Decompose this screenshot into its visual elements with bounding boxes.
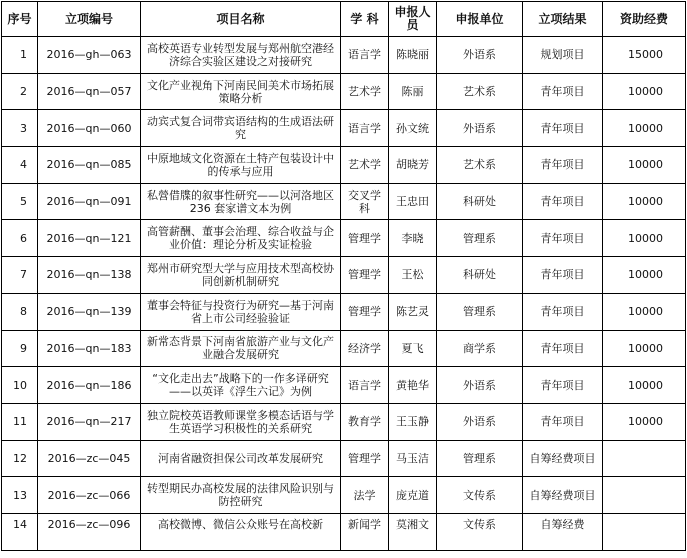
approval-result-cell: 青年项目 — [523, 330, 603, 367]
project-name-cell: 新常态背景下河南省旅游产业与文化产业融合发展研究 — [141, 330, 341, 367]
subject-cell: 教育学 — [341, 403, 389, 440]
funding-cell: 10000 — [603, 220, 686, 257]
table-row — [2, 403, 686, 440]
project-name-cell: “文化走出去”战略下的一作多译研究——以英译《浮生六记》为例 — [141, 367, 341, 404]
department-cell: 文传系 — [437, 513, 523, 550]
project-code-cell: 2016—qn—085 — [38, 147, 141, 184]
subject-cell: 管理学 — [341, 220, 389, 257]
department-cell: 管理系 — [437, 293, 523, 330]
applicant-cell: 庞克道 — [389, 477, 437, 514]
project-code-cell: 2016—zc—096 — [38, 513, 141, 550]
subject-cell: 管理学 — [341, 293, 389, 330]
row-number-cell: 1 — [2, 37, 38, 74]
project-name-cell: 董事会特征与投资行为研究—基于河南省上市公司经验验证 — [141, 293, 341, 330]
funding-cell: 10000 — [603, 403, 686, 440]
project-name-cell: 私營借牒的叙事性研究——以河洛地区 236 套家谱文本为例 — [141, 183, 341, 220]
row-number-cell: 6 — [2, 220, 38, 257]
department-cell: 管理系 — [437, 220, 523, 257]
approval-result-cell: 青年项目 — [523, 257, 603, 294]
row-number-cell: 8 — [2, 293, 38, 330]
applicant-cell: 王松 — [389, 257, 437, 294]
table-row — [2, 330, 686, 367]
department-cell: 艺术系 — [437, 147, 523, 184]
row-number-cell: 11 — [2, 403, 38, 440]
approval-result-cell: 青年项目 — [523, 220, 603, 257]
header-name: 项目名称 — [141, 2, 341, 37]
subject-cell: 管理学 — [341, 440, 389, 477]
row-number-cell: 14 — [2, 513, 38, 550]
approval-result-cell: 青年项目 — [523, 403, 603, 440]
approval-result-cell: 规划项目 — [523, 37, 603, 74]
subject-cell: 经济学 — [341, 330, 389, 367]
approval-result-cell: 青年项目 — [523, 293, 603, 330]
row-number-cell: 5 — [2, 183, 38, 220]
applicant-cell: 马玉洁 — [389, 440, 437, 477]
funding-cell: 10000 — [603, 183, 686, 220]
applicant-cell: 王玉静 — [389, 403, 437, 440]
project-name-cell: 郑州市研究型大学与应用技术型高校协同创新机制研究 — [141, 257, 341, 294]
project-code-cell: 2016—gh—063 — [38, 37, 141, 74]
project-code-cell: 2016—zc—066 — [38, 477, 141, 514]
header-code: 立项编号 — [38, 2, 141, 37]
approval-result-cell: 自筹经费 — [523, 513, 603, 550]
table-row — [2, 257, 686, 294]
project-code-cell: 2016—qn—057 — [38, 73, 141, 110]
table-row — [2, 183, 686, 220]
subject-cell: 新闻学 — [341, 513, 389, 550]
project-code-cell: 2016—qn—138 — [38, 257, 141, 294]
table-row — [2, 440, 686, 477]
approval-result-cell: 青年项目 — [523, 367, 603, 404]
row-number-cell: 2 — [2, 73, 38, 110]
project-name-cell: 河南省融资担保公司改革发展研究 — [141, 440, 341, 477]
project-code-cell: 2016—qn—183 — [38, 330, 141, 367]
row-number-cell: 12 — [2, 440, 38, 477]
header-unit: 申报单位 — [437, 2, 523, 37]
applicant-cell: 陈艺灵 — [389, 293, 437, 330]
project-code-cell: 2016—qn—060 — [38, 110, 141, 147]
funding-cell: 10000 — [603, 293, 686, 330]
project-name-cell: 转型期民办高校发展的法律风险识别与防控研究 — [141, 477, 341, 514]
approval-result-cell: 自筹经费项目 — [523, 440, 603, 477]
header-no: 序号 — [2, 2, 38, 37]
subject-cell: 管理学 — [341, 257, 389, 294]
project-name-cell: 高管薪酬、董事会治理、综合收益与企业价值：理论分析及实证检验 — [141, 220, 341, 257]
funding-cell — [603, 513, 686, 550]
project-name-cell: 独立院校英语教师课堂多模态话语与学生英语学习积极性的关系研究 — [141, 403, 341, 440]
project-name-cell: 文化产业视角下河南民间美术市场拓展策略分析 — [141, 73, 341, 110]
subject-cell: 交叉学科 — [341, 183, 389, 220]
project-name-cell: 高校微博、微信公众账号在高校新 — [141, 513, 341, 550]
row-number-cell: 7 — [2, 257, 38, 294]
header-row — [2, 2, 686, 37]
subject-cell: 语言学 — [341, 367, 389, 404]
subject-cell: 艺术学 — [341, 147, 389, 184]
table-row — [2, 293, 686, 330]
funding-cell — [603, 477, 686, 514]
applicant-cell: 莫湘文 — [389, 513, 437, 550]
funding-cell: 10000 — [603, 147, 686, 184]
header-subject: 学 科 — [341, 2, 389, 37]
table-row — [2, 477, 686, 514]
department-cell: 艺术系 — [437, 73, 523, 110]
funding-cell: 15000 — [603, 37, 686, 74]
approval-result-cell: 自筹经费项目 — [523, 477, 603, 514]
applicant-cell: 王忠田 — [389, 183, 437, 220]
applicant-cell: 陈丽 — [389, 73, 437, 110]
applicant-cell: 李晓 — [389, 220, 437, 257]
table-row — [2, 367, 686, 404]
funding-cell: 10000 — [603, 367, 686, 404]
department-cell: 外语系 — [437, 367, 523, 404]
row-number-cell: 3 — [2, 110, 38, 147]
subject-cell: 法学 — [341, 477, 389, 514]
project-name-cell: 动宾式复合词带宾语结构的生成语法研究 — [141, 110, 341, 147]
funding-cell: 10000 — [603, 110, 686, 147]
project-code-cell: 2016—qn—186 — [38, 367, 141, 404]
row-number-cell: 4 — [2, 147, 38, 184]
header-person: 申报人员 — [389, 2, 437, 37]
department-cell: 管理系 — [437, 440, 523, 477]
row-number-cell: 10 — [2, 367, 38, 404]
header-result: 立项结果 — [523, 2, 603, 37]
applicant-cell: 孙文统 — [389, 110, 437, 147]
project-code-cell: 2016—qn—121 — [38, 220, 141, 257]
applicant-cell: 黄艳华 — [389, 367, 437, 404]
funding-cell — [603, 440, 686, 477]
department-cell: 科研处 — [437, 257, 523, 294]
applicant-cell: 胡晓芳 — [389, 147, 437, 184]
project-code-cell: 2016—qn—139 — [38, 293, 141, 330]
department-cell: 外语系 — [437, 110, 523, 147]
project-name-cell: 高校英语专业转型发展与郑州航空港经济综合实验区建设之对接研究 — [141, 37, 341, 74]
subject-cell: 语言学 — [341, 37, 389, 74]
row-number-cell: 9 — [2, 330, 38, 367]
table-row — [2, 147, 686, 184]
table-row — [2, 220, 686, 257]
subject-cell: 语言学 — [341, 110, 389, 147]
applicant-cell: 夏飞 — [389, 330, 437, 367]
table-row — [2, 73, 686, 110]
table-row — [2, 37, 686, 74]
approval-result-cell: 青年项目 — [523, 147, 603, 184]
table-row — [2, 513, 686, 550]
department-cell: 外语系 — [437, 37, 523, 74]
row-number-cell: 13 — [2, 477, 38, 514]
table-row — [2, 110, 686, 147]
funding-cell: 10000 — [603, 73, 686, 110]
project-table — [1, 1, 686, 551]
project-name-cell: 中原地域文化资源在土特产包装设计中的传承与应用 — [141, 147, 341, 184]
project-code-cell: 2016—qn—091 — [38, 183, 141, 220]
approval-result-cell: 青年项目 — [523, 73, 603, 110]
department-cell: 商学系 — [437, 330, 523, 367]
project-code-cell: 2016—qn—217 — [38, 403, 141, 440]
funding-cell: 10000 — [603, 330, 686, 367]
approval-result-cell: 青年项目 — [523, 183, 603, 220]
applicant-cell: 陈晓丽 — [389, 37, 437, 74]
department-cell: 科研处 — [437, 183, 523, 220]
approval-result-cell: 青年项目 — [523, 110, 603, 147]
department-cell: 文传系 — [437, 477, 523, 514]
funding-cell: 10000 — [603, 257, 686, 294]
department-cell: 外语系 — [437, 403, 523, 440]
subject-cell: 艺术学 — [341, 73, 389, 110]
header-fund: 资助经费 — [603, 2, 686, 37]
project-code-cell: 2016—zc—045 — [38, 440, 141, 477]
